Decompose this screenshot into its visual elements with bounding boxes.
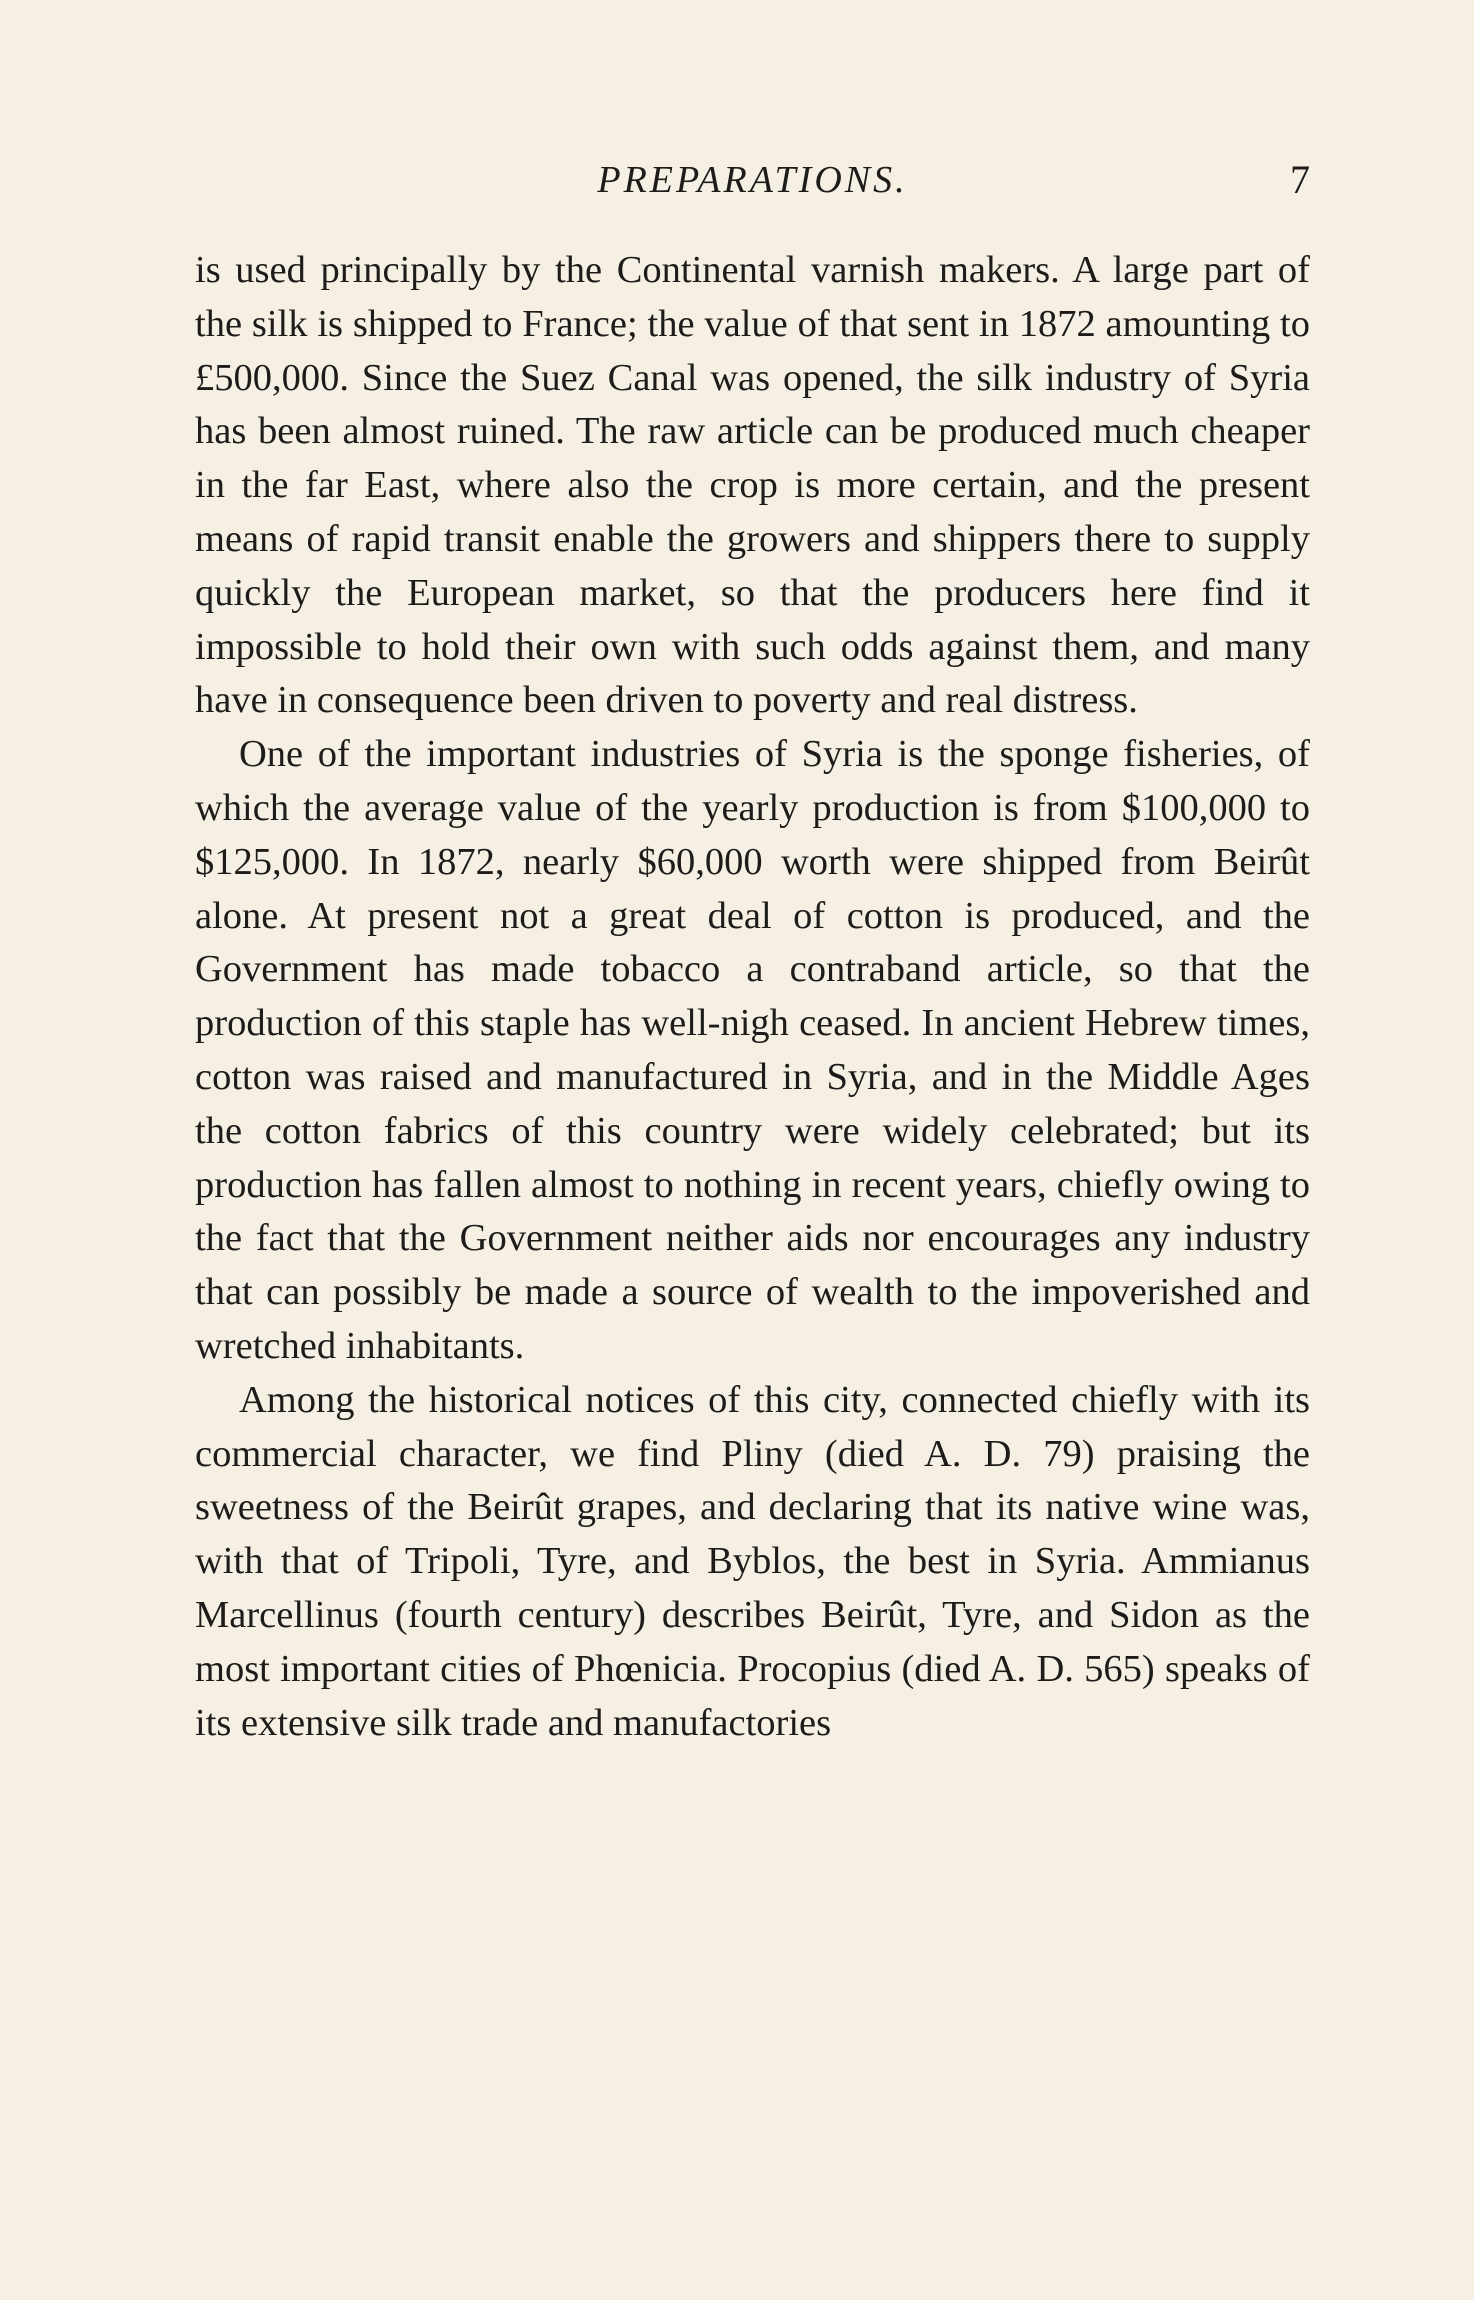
body-text <box>195 244 1310 1750</box>
running-title: PREPARATIONS. <box>597 159 908 201</box>
paragraph-continued: is used principally by the Continental varnish makers. A large part of the silk is shipped to France; the value of that sent in 1872 amounting to £500,000. Since the Suez Canal was opened, the silk industry of Syria has been almost ruined. The raw article can be produced much cheaper in the far East, where also the crop is more certain, and the present means of rapid transit enable the growers and shippers there to supply quickly the European market, so that the producers here find it impossible to hold their own with such odds against them, and many have in consequence been driven to poverty and real distress. <box>195 249 1310 722</box>
paragraph-sponge-fisheries: One of the important industries of Syria is the sponge fisheries, of which the average value of the yearly production is from $100,000 to $125,000. In 1872, nearly $60,000 worth were shipped from Beirût alone. At present not a great deal of cotton is produced, and the Government has made tobacco a contraband article, so that the production of this staple has well-nigh ceased. In ancient Hebrew times, cotton was raised and manufactured in Syria, and in the Middle Ages the cotton fabrics of this country were widely celebrated; but its production has fallen almost to nothing in recent years, chiefly owing to the fact that the Government neither aids nor encourages any industry that can possibly be made a source of wealth to the impoverished and wretched inhabitants. <box>195 733 1310 1367</box>
page-number: 7 <box>1290 157 1310 202</box>
paragraph-historical-notices: Among the historical notices of this city, connected chiefly with its commercial character, we find Pliny (died A. D. 79) praising the sweetness of the Beirût grapes, and declaring that its native wine was, with that of Tripoli, Tyre, and Byblos, the best in Syria. Ammianus Marcellinus (fourth century) describes Beirût, Tyre, and Sidon as the most important cities of Phœnicia. Procopius (died A. D. 565) speaks of its extensive silk trade and manufactories <box>195 1378 1310 1744</box>
page-header <box>195 150 1310 210</box>
